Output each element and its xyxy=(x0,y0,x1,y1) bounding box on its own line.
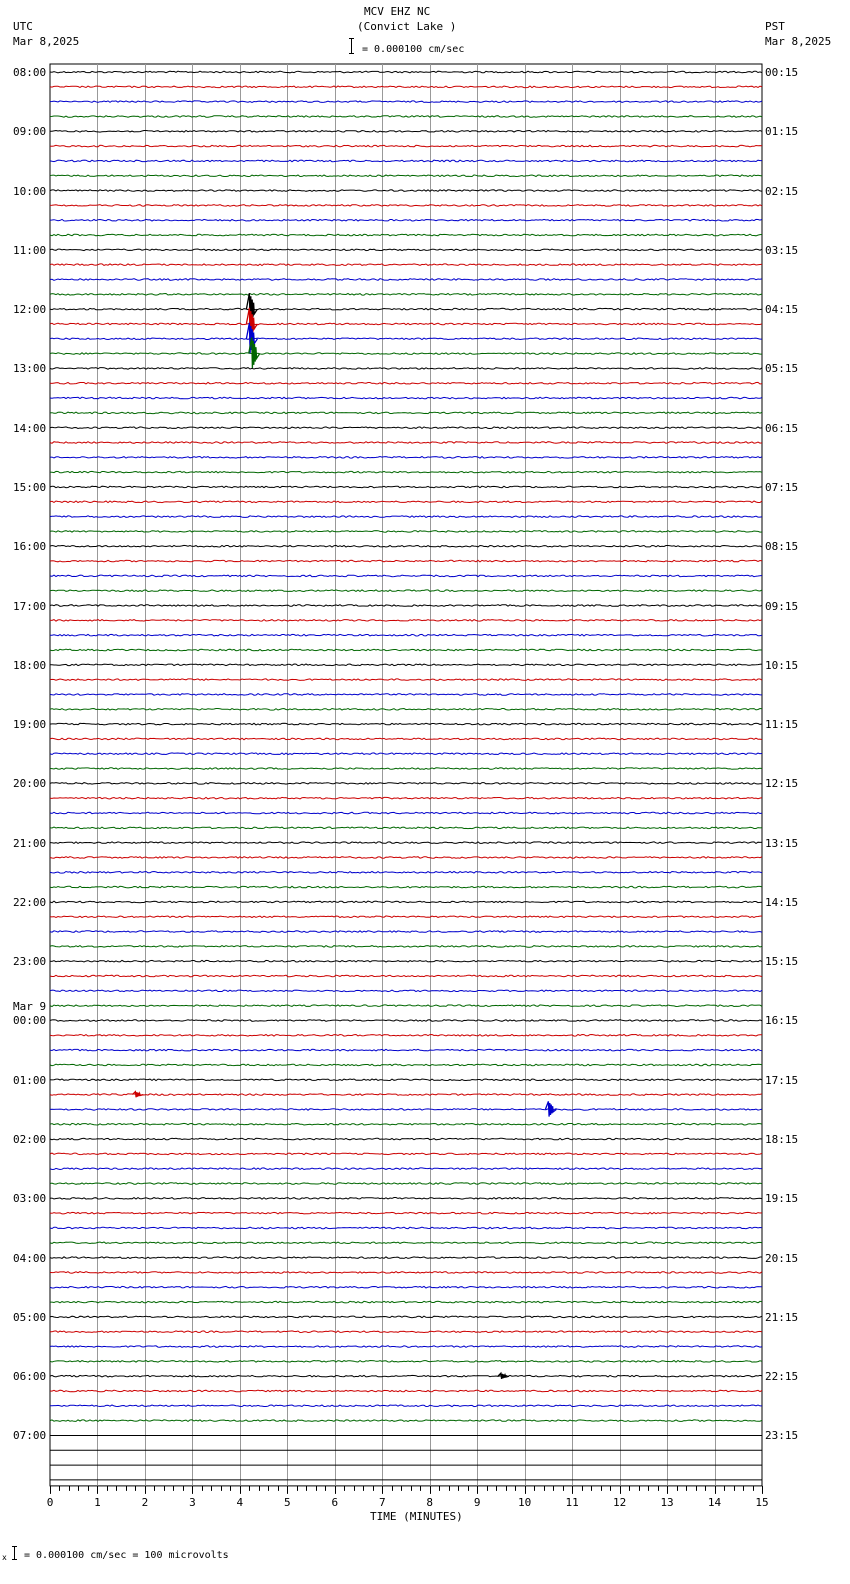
trace-row-76 xyxy=(50,1198,762,1200)
x-tick-label: 5 xyxy=(284,1495,291,1509)
x-axis-title: TIME (MINUTES) xyxy=(370,1510,463,1523)
right-time-label: 06:15 xyxy=(765,421,799,435)
trace-row-64 xyxy=(50,1020,762,1022)
right-time-label: 17:15 xyxy=(765,1073,799,1087)
trace-row-26 xyxy=(50,457,762,459)
trace-row-60 xyxy=(50,960,762,962)
trace-row-42 xyxy=(50,694,762,696)
left-time-label: 11:00 xyxy=(13,243,47,257)
trace-row-44 xyxy=(50,723,762,725)
trace-row-4 xyxy=(50,131,762,133)
x-tick-label: 13 xyxy=(660,1495,674,1509)
trace-row-36 xyxy=(50,605,762,607)
left-time-label: 15:00 xyxy=(13,480,47,494)
left-time-label: 03:00 xyxy=(13,1192,47,1206)
station-title: MCV EHZ NC xyxy=(364,5,431,18)
x-tick-label: 8 xyxy=(426,1495,434,1509)
trace-row-14 xyxy=(50,279,762,281)
trace-row-54 xyxy=(50,872,762,874)
trace-row-8 xyxy=(50,190,762,192)
trace-row-80 xyxy=(50,1257,762,1259)
trace-row-48 xyxy=(50,783,762,785)
trace-row-85 xyxy=(50,1331,762,1333)
trace-row-18 xyxy=(50,338,762,340)
trace-row-29 xyxy=(50,501,762,503)
footer-scale-note: = 0.000100 cm/sec = 100 microvolts xyxy=(24,1550,229,1561)
trace-row-32 xyxy=(50,545,762,547)
x-tick-label: 6 xyxy=(331,1495,339,1509)
x-tick-label: 15 xyxy=(755,1495,769,1509)
trace-row-75 xyxy=(50,1183,762,1185)
right-time-label: 16:15 xyxy=(765,1014,799,1028)
event-markers xyxy=(132,293,556,1379)
scale-bar-cap-top xyxy=(349,38,354,39)
left-time-label: 05:00 xyxy=(13,1310,47,1324)
footer-scale-mark: x xyxy=(2,1553,7,1562)
trace-row-21 xyxy=(50,382,762,384)
trace-row-9 xyxy=(50,205,762,207)
trace-row-19 xyxy=(50,353,762,355)
right-time-label: 08:15 xyxy=(765,540,799,554)
trace-row-0 xyxy=(50,71,762,73)
trace-row-27 xyxy=(50,471,762,473)
right-time-label: 10:15 xyxy=(765,658,799,672)
scale-bar-icon xyxy=(351,38,352,54)
trace-row-5 xyxy=(50,145,762,147)
trace-row-17 xyxy=(50,323,762,325)
trace-row-59 xyxy=(50,946,762,948)
trace-row-91 xyxy=(50,1420,762,1422)
right-time-label: 18:15 xyxy=(765,1133,799,1147)
right-date: Mar 8,2025 xyxy=(765,35,832,48)
trace-row-50 xyxy=(50,812,762,814)
trace-row-22 xyxy=(50,397,762,399)
footer-scale-bar-icon xyxy=(14,1546,15,1560)
left-time-label: 07:00 xyxy=(13,1429,47,1443)
right-time-label: 11:15 xyxy=(765,718,799,732)
trace-row-49 xyxy=(50,797,762,799)
left-time-label: Mar 9 xyxy=(13,999,47,1013)
left-time-label: 01:00 xyxy=(13,1073,47,1087)
trace-row-47 xyxy=(50,768,762,770)
right-time-label: 01:15 xyxy=(765,125,799,139)
trace-row-77 xyxy=(50,1212,762,1214)
trace-lines xyxy=(50,71,762,1480)
trace-row-38 xyxy=(50,634,762,636)
x-tick-label: 0 xyxy=(46,1495,54,1509)
right-time-label: 04:15 xyxy=(765,303,799,317)
right-time-label: 03:15 xyxy=(765,243,799,257)
trace-row-25 xyxy=(50,442,762,444)
trace-row-51 xyxy=(50,827,762,829)
x-tick-label: 9 xyxy=(473,1495,481,1509)
trace-row-71 xyxy=(50,1123,762,1125)
trace-row-70 xyxy=(50,1109,762,1111)
trace-row-81 xyxy=(50,1272,762,1274)
left-time-label: 02:00 xyxy=(13,1133,47,1147)
left-time-label: 20:00 xyxy=(13,777,47,791)
trace-row-56 xyxy=(50,901,762,903)
trace-row-10 xyxy=(50,219,762,221)
trace-row-33 xyxy=(50,560,762,562)
trace-row-41 xyxy=(50,679,762,681)
left-time-label: 19:00 xyxy=(13,718,47,732)
trace-row-2 xyxy=(50,101,762,103)
left-time-label: 18:00 xyxy=(13,658,47,672)
trace-row-72 xyxy=(50,1138,762,1140)
right-time-label: 09:15 xyxy=(765,599,799,613)
trace-row-63 xyxy=(50,1005,762,1007)
x-tick-label: 2 xyxy=(141,1495,149,1509)
trace-row-34 xyxy=(50,575,762,577)
right-time-label: 14:15 xyxy=(765,895,799,909)
trace-row-86 xyxy=(50,1346,762,1348)
left-time-label: 06:00 xyxy=(13,1370,47,1384)
left-time-label: 23:00 xyxy=(13,955,47,969)
trace-row-74 xyxy=(50,1168,762,1170)
trace-row-73 xyxy=(50,1153,762,1155)
trace-row-37 xyxy=(50,620,762,622)
trace-row-62 xyxy=(50,990,762,992)
footer-scale-bar-cap-bottom xyxy=(12,1559,17,1560)
trace-row-1 xyxy=(50,86,762,88)
left-time-label: 21:00 xyxy=(13,836,47,850)
trace-row-88 xyxy=(50,1375,762,1377)
right-time-label: 19:15 xyxy=(765,1192,799,1206)
right-time-label: 02:15 xyxy=(765,184,799,198)
trace-row-87 xyxy=(50,1361,762,1363)
right-time-label: 15:15 xyxy=(765,955,799,969)
left-timezone: UTC xyxy=(13,20,33,33)
trace-row-12 xyxy=(50,249,762,251)
footer-scale-bar-cap-top xyxy=(12,1546,17,1547)
trace-row-65 xyxy=(50,1035,762,1037)
trace-row-31 xyxy=(50,531,762,533)
x-tick-label: 12 xyxy=(612,1495,627,1509)
trace-row-43 xyxy=(50,709,762,711)
trace-row-13 xyxy=(50,264,762,266)
left-time-label: 13:00 xyxy=(13,362,47,376)
x-tick-label: 10 xyxy=(518,1495,532,1509)
x-tick-label: 1 xyxy=(94,1495,101,1509)
trace-row-3 xyxy=(50,116,762,118)
trace-row-79 xyxy=(50,1242,762,1244)
trace-row-90 xyxy=(50,1405,762,1407)
right-timezone: PST xyxy=(765,20,785,33)
right-time-label: 13:15 xyxy=(765,836,799,850)
right-time-label: 21:15 xyxy=(765,1310,799,1324)
trace-row-53 xyxy=(50,857,762,859)
trace-row-28 xyxy=(50,486,762,488)
trace-row-20 xyxy=(50,368,762,370)
left-time-label: 17:00 xyxy=(13,599,47,613)
right-time-label: 05:15 xyxy=(765,362,799,376)
trace-row-82 xyxy=(50,1286,762,1288)
right-time-label: 00:15 xyxy=(765,66,799,79)
right-time-label: 23:15 xyxy=(765,1429,799,1443)
trace-row-57 xyxy=(50,916,762,918)
left-time-label: 12:00 xyxy=(13,303,47,317)
time-axis xyxy=(47,1486,769,1509)
trace-row-78 xyxy=(50,1227,762,1229)
right-time-label: 12:15 xyxy=(765,777,799,791)
trace-row-39 xyxy=(50,649,762,651)
trace-row-6 xyxy=(50,160,762,162)
trace-row-16 xyxy=(50,308,762,310)
trace-row-67 xyxy=(50,1064,762,1066)
trace-row-45 xyxy=(50,738,762,740)
trace-row-83 xyxy=(50,1301,762,1303)
x-tick-label: 7 xyxy=(378,1495,386,1509)
left-time-label: 14:00 xyxy=(13,421,47,435)
trace-row-40 xyxy=(50,664,762,666)
scale-text: = 0.000100 cm/sec xyxy=(362,44,465,55)
x-tick-label: 14 xyxy=(707,1495,722,1509)
trace-row-89 xyxy=(50,1390,762,1392)
left-time-label: 16:00 xyxy=(13,540,47,554)
left-time-label: 09:00 xyxy=(13,125,47,139)
x-tick-label: 3 xyxy=(189,1495,196,1509)
x-tick-label: 11 xyxy=(565,1495,579,1509)
trace-row-52 xyxy=(50,842,762,844)
trace-row-35 xyxy=(50,590,762,592)
left-date: Mar 8,2025 xyxy=(13,35,80,48)
trace-row-24 xyxy=(50,427,762,429)
trace-row-46 xyxy=(50,753,762,755)
scale-bar-cap-bottom xyxy=(349,53,354,54)
right-time-label: 07:15 xyxy=(765,480,799,494)
left-time-label: 00:00 xyxy=(13,1014,47,1028)
trace-row-84 xyxy=(50,1316,762,1318)
trace-row-7 xyxy=(50,175,762,177)
right-time-label: 20:15 xyxy=(765,1251,799,1265)
trace-row-55 xyxy=(50,886,762,888)
trace-row-58 xyxy=(50,931,762,933)
trace-row-15 xyxy=(50,294,762,296)
location-title: (Convict Lake ) xyxy=(357,20,457,33)
trace-row-30 xyxy=(50,516,762,518)
trace-row-69 xyxy=(50,1094,762,1096)
left-time-label: 08:00 xyxy=(13,66,47,79)
x-tick-label: 4 xyxy=(236,1495,244,1509)
trace-row-23 xyxy=(50,412,762,414)
left-time-label: 04:00 xyxy=(13,1251,47,1265)
trace-row-66 xyxy=(50,1049,762,1051)
trace-row-11 xyxy=(50,234,762,236)
left-time-label: 22:00 xyxy=(13,895,47,909)
trace-row-61 xyxy=(50,975,762,977)
trace-row-68 xyxy=(50,1079,762,1081)
left-time-label: 10:00 xyxy=(13,184,47,198)
right-time-label: 22:15 xyxy=(765,1370,799,1384)
